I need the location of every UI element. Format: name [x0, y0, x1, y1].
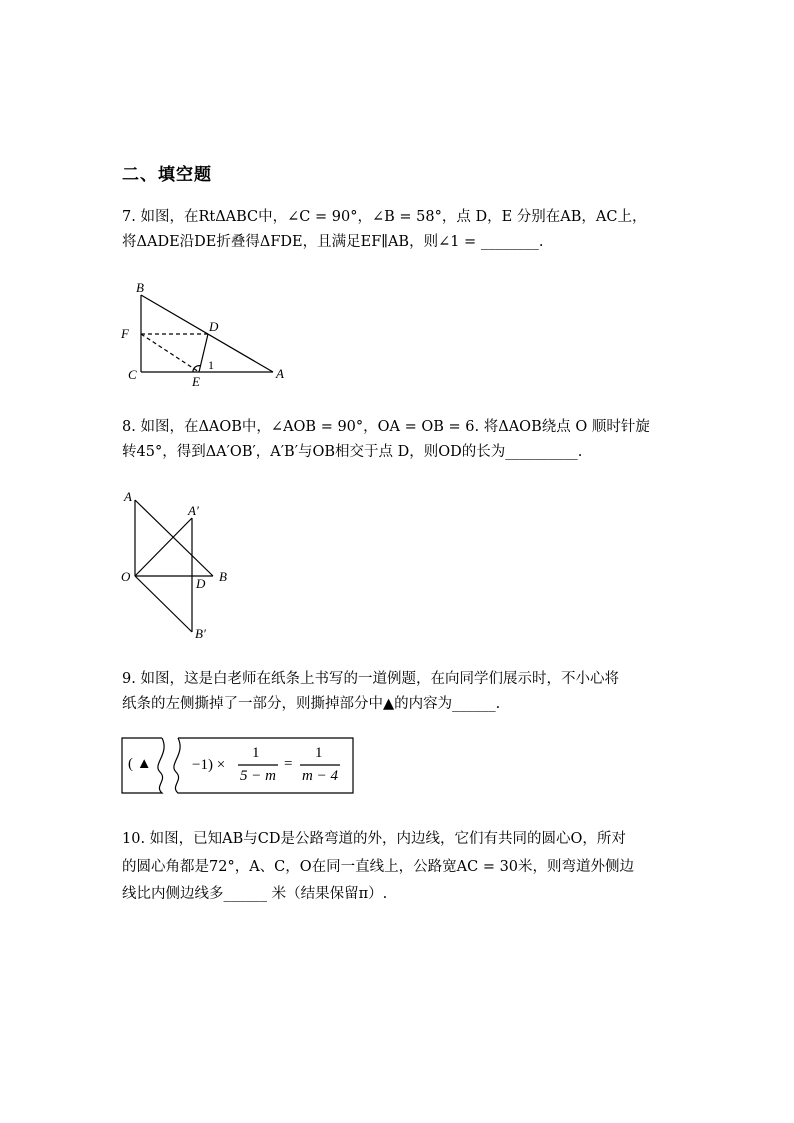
q7-label-b: B: [136, 280, 144, 295]
q10-line3: 线比内侧边线多______ 米（结果保留π）.: [122, 886, 388, 902]
q7-label-d: D: [209, 319, 219, 334]
q8-label-b-prime: B′: [195, 626, 206, 641]
q8-label-b: B: [219, 569, 227, 584]
q10-line2: 的圆心角都是72°，A、C，O在同一直线上，公路宽AC = 30米，则弯道外侧边: [122, 859, 635, 875]
section-title: 二、填空题: [122, 165, 212, 185]
q9-fraction1-numerator: 1: [252, 745, 260, 761]
q7-label-c: C: [128, 367, 137, 382]
q9-line2: 纸条的左侧撕掉了一部分，则撕掉部分中▲的内容为______.: [122, 696, 501, 712]
q9-fraction1-denominator: 5 − m: [240, 768, 276, 784]
q9-strip-mid-text: −1) ×: [192, 757, 226, 773]
q9-fraction2-denominator: m − 4: [302, 768, 338, 784]
q7-line2: 将ΔADE沿DE折叠得ΔFDE，且满足EF∥AB，则∠1 = ________.: [122, 234, 544, 250]
q7-label-e: E: [192, 374, 200, 389]
q8-line2: 转45°，得到ΔA′OB′，A′B′与OB相交于点 D，则OD的长为__________.: [122, 444, 583, 460]
q7-label-f: F: [121, 326, 129, 341]
q9-equals-sign: =: [284, 756, 293, 772]
q9-line1: 9. 如图，这是白老师在纸条上书写的一道例题，在向同学们展示时，不小心将: [122, 671, 619, 687]
q9-strip-left-text: ( ▲: [128, 756, 152, 772]
q7-label-a: A: [276, 366, 284, 381]
q8-label-d: D: [196, 576, 206, 591]
q8-label-o: O: [121, 569, 131, 584]
q7-label-angle-1: 1: [208, 358, 214, 372]
q10-line1: 10. 如图，已知AB与CD是公路弯道的外，内边线，它们有共同的圆心O，所对: [122, 831, 626, 847]
q8-label-a: A: [124, 489, 132, 504]
q8-label-a-prime: A′: [188, 503, 199, 518]
q9-fraction2-numerator: 1: [315, 745, 323, 761]
q7-line1: 7. 如图，在RtΔABC中，∠C = 90°，∠B = 58°，点 D，E 分别在AB，AC上，: [122, 209, 647, 225]
q8-line1: 8. 如图，在ΔAOB中，∠AOB = 90°，OA = OB = 6. 将ΔAOB绕点 O 顺时针旋: [122, 419, 650, 435]
